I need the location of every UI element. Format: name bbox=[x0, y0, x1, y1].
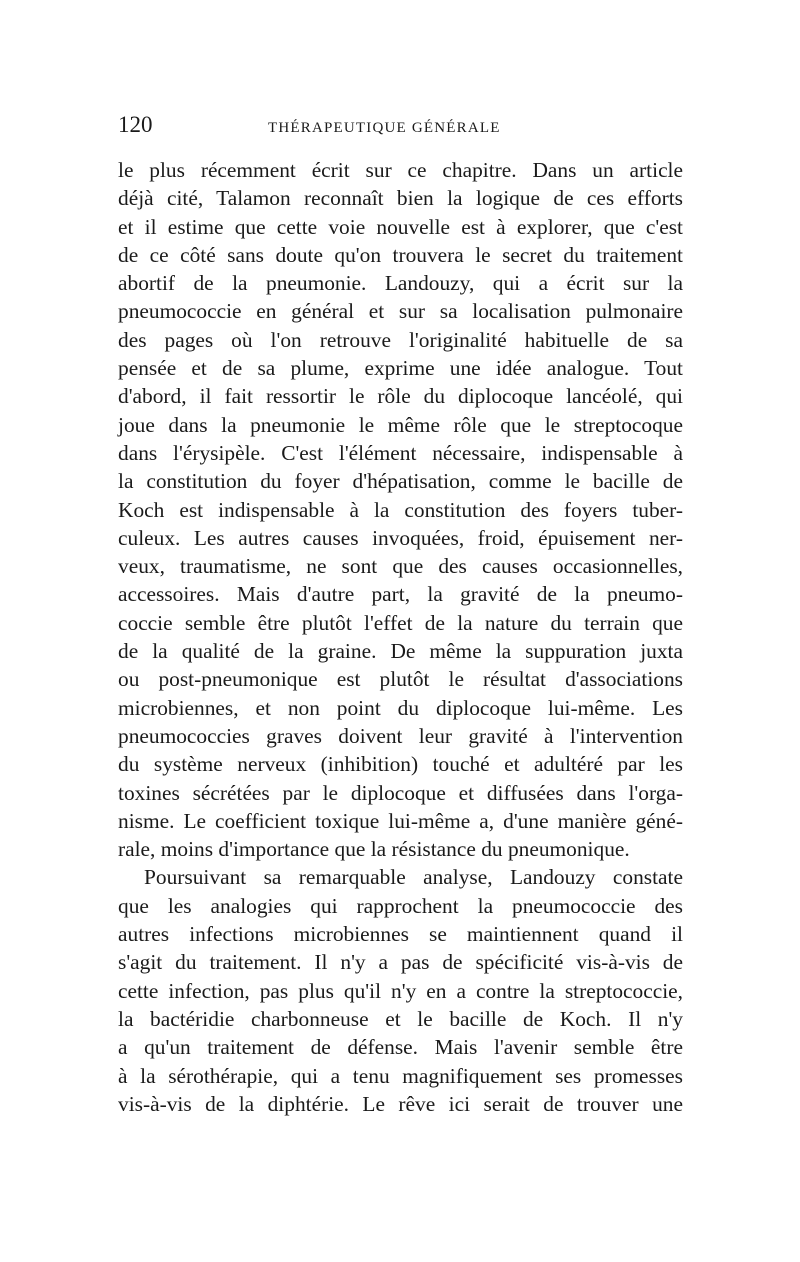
text-line: nisme. Le coefficient toxique lui-même a, d'une manière géné- bbox=[118, 808, 683, 833]
text-line: joue dans la pneumonie le même rôle que le streptocoque bbox=[118, 412, 683, 437]
text-line: rale, moins d'importance que la résistance du pneumonique. bbox=[118, 837, 630, 862]
paragraph bbox=[118, 863, 683, 1118]
text-line: s'agit du traitement. Il n'y a pas de spécificité vis-à-vis de bbox=[118, 950, 683, 975]
body-text bbox=[118, 156, 683, 1118]
text-line: de ce côté sans doute qu'on trouvera le secret du traitement bbox=[118, 242, 683, 267]
text-line: pneumococcies graves doivent leur gravité à l'intervention bbox=[118, 723, 683, 748]
text-line: vis-à-vis de la diphtérie. Le rêve ici serait de trouver une bbox=[118, 1091, 683, 1116]
text-line: la bactéridie charbonneuse et le bacille de Koch. Il n'y bbox=[118, 1006, 683, 1031]
text-line: du système nerveux (inhibition) touché et adultéré par les bbox=[118, 752, 683, 777]
page-number: 120 bbox=[118, 112, 153, 137]
text-line: déjà cité, Talamon reconnaît bien la logique de ces efforts bbox=[118, 186, 683, 211]
text-line: accessoires. Mais d'autre part, la gravité de la pneumo- bbox=[118, 582, 683, 607]
text-line: ou post-pneumonique est plutôt le résultat d'associations bbox=[118, 667, 683, 692]
page-header bbox=[118, 112, 683, 142]
text-line: coccie semble être plutôt l'effet de la nature du terrain que bbox=[118, 610, 683, 635]
text-line: à la sérothérapie, qui a tenu magnifiquement ses promesses bbox=[118, 1063, 683, 1088]
text-line: le plus récemment écrit sur ce chapitre. Dans un article bbox=[118, 158, 683, 182]
text-line: culeux. Les autres causes invoquées, froid, épuisement ner- bbox=[118, 525, 683, 550]
text-line: Koch est indispensable à la constitution des foyers tuber- bbox=[118, 497, 683, 522]
text-line: d'abord, il fait ressortir le rôle du diplocoque lancéolé, qui bbox=[118, 384, 683, 409]
text-line: la constitution du foyer d'hépatisation, comme le bacille de bbox=[118, 469, 683, 494]
text-line: des pages où l'on retrouve l'originalité habituelle de sa bbox=[118, 327, 683, 352]
text-line: pensée et de sa plume, exprime une idée analogue. Tout bbox=[118, 356, 683, 381]
paragraph bbox=[118, 156, 683, 863]
book-page bbox=[118, 112, 683, 1118]
running-head: THÉRAPEUTIQUE GÉNÉRALE bbox=[268, 120, 501, 136]
text-line: autres infections microbiennes se maintiennent quand il bbox=[118, 922, 683, 947]
text-line: microbiennes, et non point du diplocoque lui-même. Les bbox=[118, 695, 683, 720]
text-line: cette infection, pas plus qu'il n'y en a contre la streptococcie, bbox=[118, 978, 683, 1003]
text-line: et il estime que cette voie nouvelle est à explorer, que c'est bbox=[118, 214, 683, 239]
text-line: que les analogies qui rapprochent la pneumococcie des bbox=[118, 893, 683, 918]
text-line: de la qualité de la graine. De même la suppuration juxta bbox=[118, 639, 683, 664]
text-line: pneumococcie en général et sur sa localisation pulmonaire bbox=[118, 299, 683, 324]
text-line: abortif de la pneumonie. Landouzy, qui a écrit sur la bbox=[118, 271, 683, 296]
text-line: a qu'un traitement de défense. Mais l'avenir semble être bbox=[118, 1035, 683, 1060]
text-line: Poursuivant sa remarquable analyse, Landouzy constate bbox=[144, 865, 683, 890]
text-line: toxines sécrétées par le diplocoque et diffusées dans l'orga- bbox=[118, 780, 683, 805]
text-line: veux, traumatisme, ne sont que des causes occasionnelles, bbox=[118, 554, 683, 579]
text-line: dans l'érysipèle. C'est l'élément nécessaire, indispensable à bbox=[118, 440, 683, 465]
